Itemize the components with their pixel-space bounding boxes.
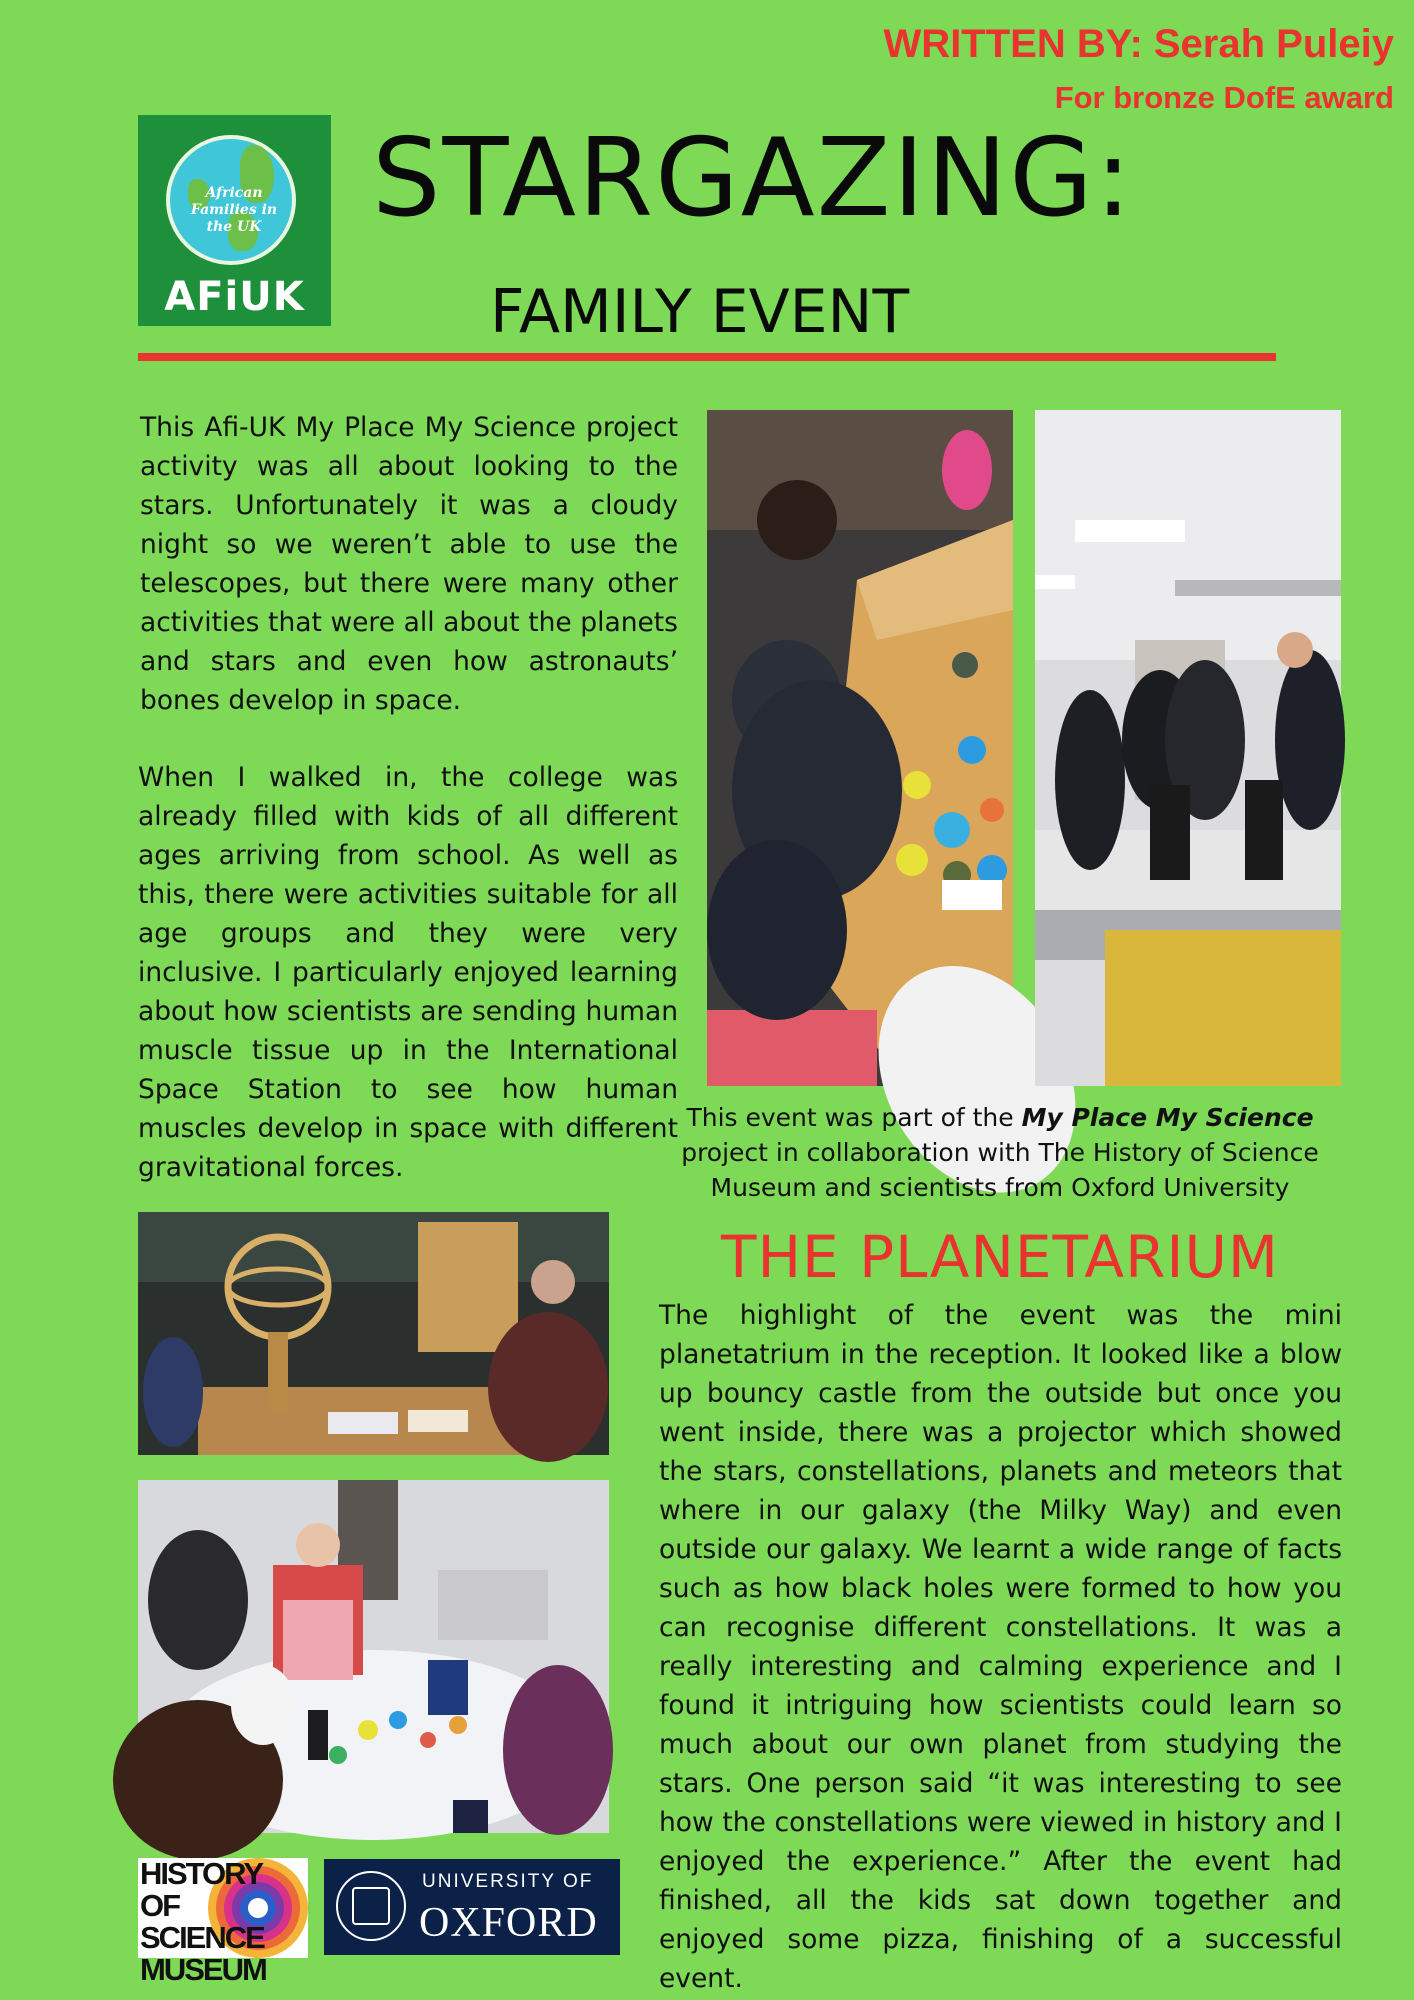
caption-text: This event was part of the	[686, 1103, 1022, 1132]
university-of-oxford-logo	[324, 1859, 620, 1955]
photo-planet-models	[707, 410, 1013, 1086]
globe-icon	[166, 135, 296, 265]
oxford-label-small: UNIVERSITY OF	[422, 1871, 594, 1892]
oxford-label-main: OXFORD	[419, 1900, 598, 1946]
page-title: STARGAZING:	[372, 116, 1134, 241]
planetarium-paragraph: The highlight of the event was the mini planetatrium in the reception. It looked like a blow up bouncy castle from the outside but once you went inside, there was a projector which showed the stars, constellations, planets and meteors that where in our galaxy (the Milky Way) and even outside our galaxy. We learnt a wide range of facts such as how black holes were formed to how you can recognise different constellations. It was a really interesting and calming experience and I found it intriguing how scientists could learn so much about our own planet from studying the stars. One person said “it was interesting to see how the constellations were viewed in history and I enjoyed the experience.” After the event had finished, all the kids sat down together and enjoyed some pizza, finishing of a successful event.	[659, 1300, 1342, 1994]
photo-caption	[655, 1100, 1345, 1205]
photo-orrery-display	[138, 1212, 609, 1455]
page-subtitle: FAMILY EVENT	[490, 277, 910, 347]
history-of-science-museum-logo	[138, 1856, 308, 1987]
planetarium-heading: THE PLANETARIUM	[721, 1223, 1279, 1291]
oxford-crest-icon	[336, 1871, 406, 1941]
logo-text-line: African	[205, 185, 263, 201]
hsm-text-line: HISTORY	[140, 1856, 263, 1891]
logo-brand: AFiUK	[164, 274, 305, 320]
title-divider	[138, 353, 1276, 361]
afiuk-logo	[138, 115, 331, 326]
hsm-text-line: MUSEUM	[140, 1952, 266, 1987]
logo-text-line: the UK	[206, 219, 262, 235]
hsm-text-line: OF SCIENCE	[140, 1888, 264, 1955]
photo-lab-demo	[1035, 410, 1341, 1086]
logo-text-line: Families in	[190, 202, 278, 218]
author-credit: WRITTEN BY: Serah Puleiy	[883, 22, 1394, 66]
project-name: My Place My Science	[1021, 1103, 1314, 1132]
intro-paragraph: This Afi-UK My Place My Science project activity was all about looking to the stars. Unfortunately it was a cloudy night so we weren’t able to use the telescopes, but there were many other activities that were all about the planets and stars and even how astronauts’ bones develop in space.	[140, 412, 678, 716]
caption-text: project in collaboration with The History of Science Museum and scientists from Oxford University	[681, 1138, 1319, 1202]
experience-paragraph: When I walked in, the college was already filled with kids of all different ages arriving from school. As well as this, there were activities suitable for all age groups and they were very inclusive. I particularly enjoyed learning about how scientists are sending human muscle tissue up in the International Space Station to see how human muscles develop in space with different gravitational forces.	[138, 762, 678, 1183]
photo-craft-table	[138, 1480, 609, 1833]
award-note: For bronze DofE award	[1054, 80, 1394, 115]
